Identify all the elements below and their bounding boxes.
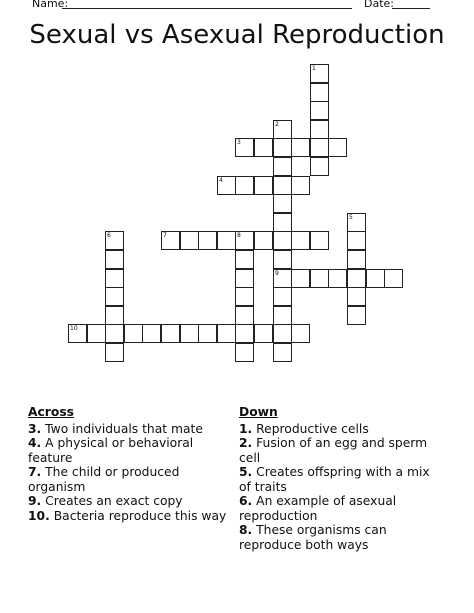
grid-cell[interactable] xyxy=(291,324,310,343)
grid-cell[interactable] xyxy=(366,269,385,288)
clue-across-3: 3. Two individuals that mate xyxy=(28,421,203,436)
grid-cell[interactable] xyxy=(105,269,124,288)
grid-cell[interactable] xyxy=(105,231,124,250)
grid-cell[interactable] xyxy=(273,250,292,269)
clue-number: 2 xyxy=(275,121,279,128)
clue-number: 6 xyxy=(107,232,111,239)
grid-cell[interactable] xyxy=(310,157,329,176)
grid-cell[interactable] xyxy=(254,138,273,157)
grid-cell[interactable] xyxy=(68,324,87,343)
grid-cell[interactable] xyxy=(217,176,236,195)
grid-cell[interactable] xyxy=(235,343,254,362)
grid-cell[interactable] xyxy=(217,324,236,343)
grid-cell[interactable] xyxy=(161,231,180,250)
grid-cell[interactable] xyxy=(254,324,273,343)
grid-cell[interactable] xyxy=(273,176,292,195)
grid-cell[interactable] xyxy=(310,101,329,120)
grid-cell[interactable] xyxy=(235,176,254,195)
grid-cell[interactable] xyxy=(180,324,199,343)
grid-cell[interactable] xyxy=(105,250,124,269)
clue-down-8: 8. These organisms can reproduce both ways xyxy=(239,523,387,552)
grid-cell[interactable] xyxy=(273,287,292,306)
grid-cell[interactable] xyxy=(384,269,403,288)
grid-cell[interactable] xyxy=(347,231,366,250)
grid-cell[interactable] xyxy=(273,213,292,232)
clue-down-5: 5. Creates offspring with a mix of traits xyxy=(239,465,430,494)
grid-cell[interactable] xyxy=(347,306,366,325)
grid-cell[interactable] xyxy=(347,250,366,269)
grid-cell[interactable] xyxy=(310,138,329,157)
grid-cell[interactable] xyxy=(291,231,310,250)
grid-cell[interactable] xyxy=(291,269,310,288)
across-clues xyxy=(28,405,233,523)
grid-cell[interactable] xyxy=(217,231,236,250)
grid-cell[interactable] xyxy=(347,213,366,232)
grid-cell[interactable] xyxy=(328,138,347,157)
grid-cell[interactable] xyxy=(310,231,329,250)
clue-across-10: 10. Bacteria reproduce this way xyxy=(28,508,227,523)
grid-cell[interactable] xyxy=(105,324,124,343)
clue-across-7: 7. The child or produced organism xyxy=(28,465,180,494)
grid-cell[interactable] xyxy=(105,306,124,325)
grid-cell[interactable] xyxy=(87,324,106,343)
date-label: Date: xyxy=(364,0,394,10)
grid-cell[interactable] xyxy=(105,343,124,362)
clue-number: 5 xyxy=(349,214,353,221)
name-label: Name: xyxy=(32,0,69,10)
clue-across-4: 4. A physical or behavioral feature xyxy=(28,436,194,465)
clue-number: 7 xyxy=(163,232,167,239)
grid-cell[interactable] xyxy=(273,157,292,176)
grid-cell[interactable] xyxy=(105,287,124,306)
grid-cell[interactable] xyxy=(273,269,292,288)
grid-cell[interactable] xyxy=(254,231,273,250)
grid-cell[interactable] xyxy=(161,324,180,343)
grid-cell[interactable] xyxy=(328,269,347,288)
grid-cell[interactable] xyxy=(273,194,292,213)
grid-cell[interactable] xyxy=(198,324,217,343)
grid-cell[interactable] xyxy=(235,324,254,343)
grid-cell[interactable] xyxy=(310,64,329,83)
grid-cell[interactable] xyxy=(180,231,199,250)
grid-cell[interactable] xyxy=(291,176,310,195)
grid-cell[interactable] xyxy=(310,83,329,102)
page-title: Sexual vs Asexual Reproduction xyxy=(29,20,445,50)
down-heading: Down xyxy=(239,405,278,419)
grid-cell[interactable] xyxy=(254,176,273,195)
grid-cell[interactable] xyxy=(124,324,143,343)
grid-cell[interactable] xyxy=(291,138,310,157)
grid-cell[interactable] xyxy=(235,269,254,288)
clue-number: 8 xyxy=(237,232,241,239)
grid-cell[interactable] xyxy=(235,138,254,157)
grid-cell[interactable] xyxy=(142,324,161,343)
clue-number: 1 xyxy=(312,65,316,72)
across-heading: Across xyxy=(28,405,74,419)
grid-cell[interactable] xyxy=(273,120,292,139)
clue-number: 9 xyxy=(275,270,279,277)
clue-number: 4 xyxy=(219,177,223,184)
clue-down-2: 2. Fusion of an egg and sperm cell xyxy=(239,436,428,465)
down-clues xyxy=(239,405,439,552)
grid-cell[interactable] xyxy=(235,306,254,325)
grid-cell[interactable] xyxy=(310,120,329,139)
grid-cell[interactable] xyxy=(273,343,292,362)
grid-cell[interactable] xyxy=(310,269,329,288)
grid-cell[interactable] xyxy=(235,231,254,250)
grid-cell[interactable] xyxy=(273,324,292,343)
grid-cell[interactable] xyxy=(347,269,366,288)
grid-cell[interactable] xyxy=(198,231,217,250)
grid-cell[interactable] xyxy=(273,138,292,157)
clue-down-1: 1. Reproductive cells xyxy=(239,421,369,436)
grid-cell[interactable] xyxy=(235,250,254,269)
clue-across-9: 9. Creates an exact copy xyxy=(28,494,183,508)
grid-cell[interactable] xyxy=(273,306,292,325)
clue-down-6: 6. An example of asexual reproduction xyxy=(239,494,397,523)
clue-number: 3 xyxy=(237,139,241,146)
clue-number: 10 xyxy=(70,325,78,332)
grid-cell[interactable] xyxy=(235,287,254,306)
grid-cell[interactable] xyxy=(273,231,292,250)
grid-cell[interactable] xyxy=(347,287,366,306)
